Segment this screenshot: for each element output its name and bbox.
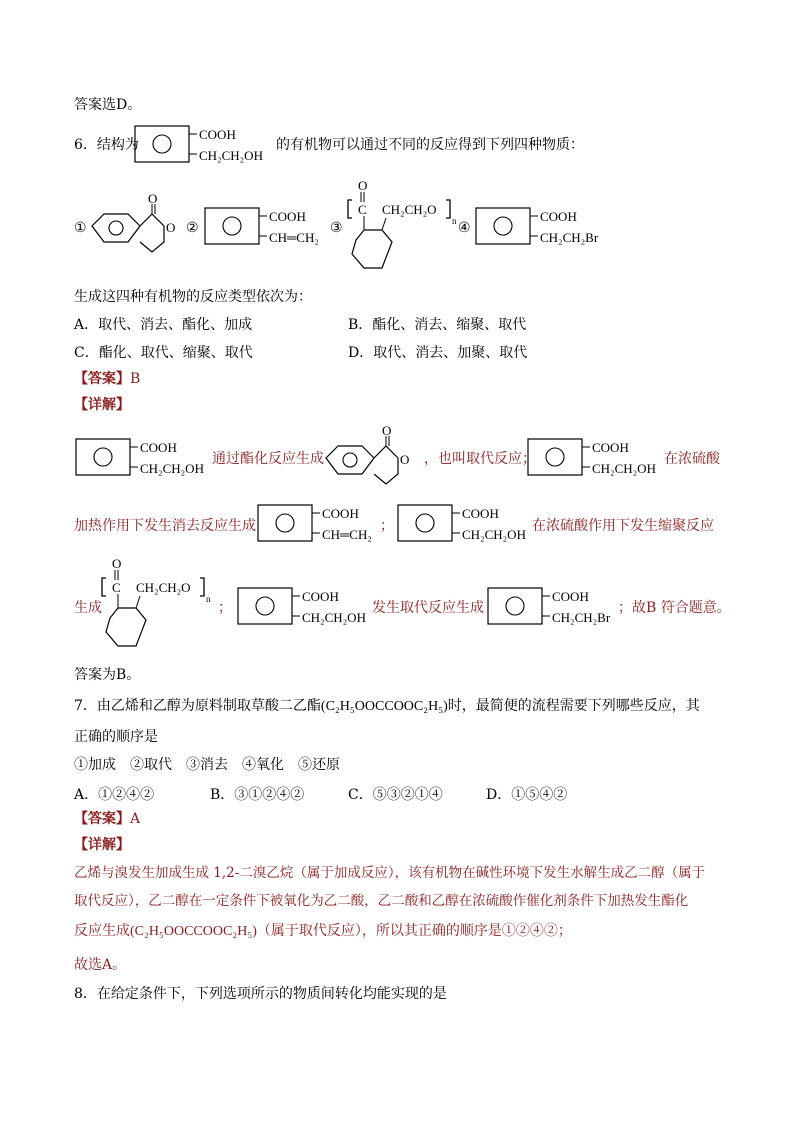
- svg-text:O: O: [400, 452, 410, 467]
- q6-detail-tag: 【详解】: [74, 397, 130, 413]
- product-3-polyester: [346, 178, 466, 278]
- ring-o-label: O: [166, 220, 176, 235]
- svg-text:CH₂CH₂OH: CH₂CH₂OH: [462, 527, 526, 542]
- svg-text:CH₂CH₂OH: CH₂CH₂OH: [592, 461, 656, 476]
- detail-reactant-4: [236, 586, 376, 632]
- svg-text:COOH: COOH: [140, 440, 177, 455]
- detail-text-4: 加热作用下发生消去反应生成: [74, 518, 256, 534]
- svg-text:n: n: [206, 594, 211, 604]
- q7-option-d[interactable]: D．①⑤④②: [486, 787, 568, 803]
- svg-text:O: O: [382, 423, 392, 438]
- q7-explain-2: 取代反应），乙二醇在一定条件下被氧化为乙二酸，乙二酸和乙醇在浓硫酸作催化剂条件下加热发生酯化: [74, 893, 689, 909]
- svg-text:CH₂CH₂OH: CH₂CH₂OH: [302, 610, 366, 625]
- svg-text:CH₂CH₂O: CH₂CH₂O: [136, 580, 191, 595]
- svg-text:COOH: COOH: [592, 440, 629, 455]
- detail-bromide: [486, 586, 626, 632]
- q6-option-c[interactable]: C．酯化、取代、缩聚、取代: [74, 345, 253, 361]
- svg-text:CH₂CH₂OH: CH₂CH₂OH: [140, 461, 204, 476]
- detail-polyester: [100, 556, 220, 656]
- n-label: n: [452, 216, 457, 226]
- q7-stem-line-2: 正确的顺序是: [74, 729, 158, 745]
- svg-text:COOH: COOH: [462, 506, 499, 521]
- prev-answer: 答案选D。: [74, 97, 142, 113]
- detail-text-6: 在浓硫酸作用下发生缩聚反应: [532, 518, 714, 534]
- svg-text:CH═CH₂: CH═CH₂: [322, 527, 372, 542]
- detail-reactant-1: [74, 437, 214, 483]
- q7-option-c[interactable]: C．⑤③②①④: [348, 787, 443, 803]
- detail-text-8: ；: [218, 600, 232, 616]
- carbonyl-c: C: [358, 202, 367, 217]
- detail-text-9: 发生取代反应生成: [372, 600, 484, 616]
- q7-stem-line-1: 7．由乙烯和乙醇为原料制取草酸二乙酯(C₂H₅OOCCOOC₂H₅)时，最简便的流程需要下列哪些反应，其: [74, 698, 700, 714]
- detail-text-5: ；: [380, 518, 394, 534]
- product-1-lactone: [88, 192, 198, 268]
- svg-text:COOH: COOH: [302, 589, 339, 604]
- product-2-vinyl: [203, 206, 333, 252]
- q6-option-d[interactable]: D．取代、消去、加聚、取代: [348, 345, 528, 361]
- q6-conclusion: 答案为B。: [74, 667, 141, 683]
- detail-text-7: 生成: [74, 600, 102, 616]
- q6-stem-pre: 结构为: [96, 137, 139, 153]
- detail-text-2: ，也叫取代反应；: [424, 451, 536, 467]
- marker-1: ①: [74, 220, 87, 236]
- detail-reactant-2: [526, 437, 666, 483]
- q7-reactions: ①加成 ②取代 ③消去 ④氧化 ⑤还原: [74, 757, 340, 773]
- detail-text-1: 通过酯化反应生成: [212, 451, 324, 467]
- marker-2: ②: [186, 220, 199, 236]
- cooh-label: COOH: [540, 209, 577, 224]
- q7-explain-formula: (C₂H₅OOCCOOC₂H₅): [130, 924, 257, 939]
- q7-explain-4: 故选A。: [74, 957, 127, 973]
- marker-3: ③: [330, 220, 343, 236]
- q6-stem2: 生成这四种有机物的反应类型依次为：: [74, 289, 312, 305]
- q7-detail-tag: 【详解】: [74, 837, 130, 853]
- q6-stem-line: [74, 136, 139, 154]
- svg-text:COOH: COOH: [322, 506, 359, 521]
- cooh-label: COOH: [199, 127, 236, 142]
- q7-answer: 【答案】A: [74, 811, 141, 827]
- ch2ch2br-label: CH₂CH₂Br: [540, 230, 599, 245]
- o-label: O: [148, 191, 158, 206]
- detail-text-10: ；故B 符合题意。: [618, 600, 731, 616]
- q6-option-b[interactable]: B．酯化、消去、缩聚、取代: [348, 317, 527, 333]
- detail-lactone: [322, 424, 432, 500]
- q6-stem-post: 的有机物可以通过不同的反应得到下列四种物质：: [276, 137, 584, 153]
- detail-vinyl: [256, 503, 386, 549]
- q7-option-a[interactable]: A．①②④②: [74, 787, 155, 803]
- q7-explain-3: 反应生成(C₂H₅OOCCOOC₂H₅)（属于取代反应），所以其正确的顺序是①②④②；: [74, 923, 572, 939]
- q7-formula: (C₂H₅OOCCOOC₂H₅): [320, 699, 448, 714]
- ch2ch2oh-label: CH₂CH₂OH: [199, 148, 263, 163]
- carbonyl-o: O: [358, 178, 368, 193]
- q6-answer: 【答案】B: [74, 371, 141, 387]
- q6-number: 6．: [74, 137, 97, 153]
- svg-text:CH₂CH₂Br: CH₂CH₂Br: [552, 610, 611, 625]
- svg-text:COOH: COOH: [552, 589, 589, 604]
- q7-explain-1: 乙烯与溴发生加成生成 1,2-二溴乙烷（属于加成反应），该有机物在碱性环境下发生水解生成乙二醇（属于: [74, 865, 706, 881]
- detail-text-3: 在浓硫酸: [664, 451, 720, 467]
- cooh-label: COOH: [269, 209, 306, 224]
- product-4-bromide: [474, 206, 614, 252]
- q8-stem: 8．在给定条件下，下列选项所示的物质间转化均能实现的是: [74, 986, 447, 1002]
- q6-option-a[interactable]: A．取代、消去、酯化、加成: [74, 317, 253, 333]
- q6-structure-main: [133, 124, 273, 170]
- vinyl-label: CH═CH₂: [269, 230, 319, 245]
- svg-text:C: C: [112, 580, 121, 595]
- q7-option-b[interactable]: B．③①②④②: [210, 787, 305, 803]
- svg-text:O: O: [112, 556, 122, 571]
- poly-chain-label: CH₂CH₂O: [382, 202, 437, 217]
- marker-4: ④: [458, 220, 471, 236]
- detail-reactant-3: [396, 503, 536, 549]
